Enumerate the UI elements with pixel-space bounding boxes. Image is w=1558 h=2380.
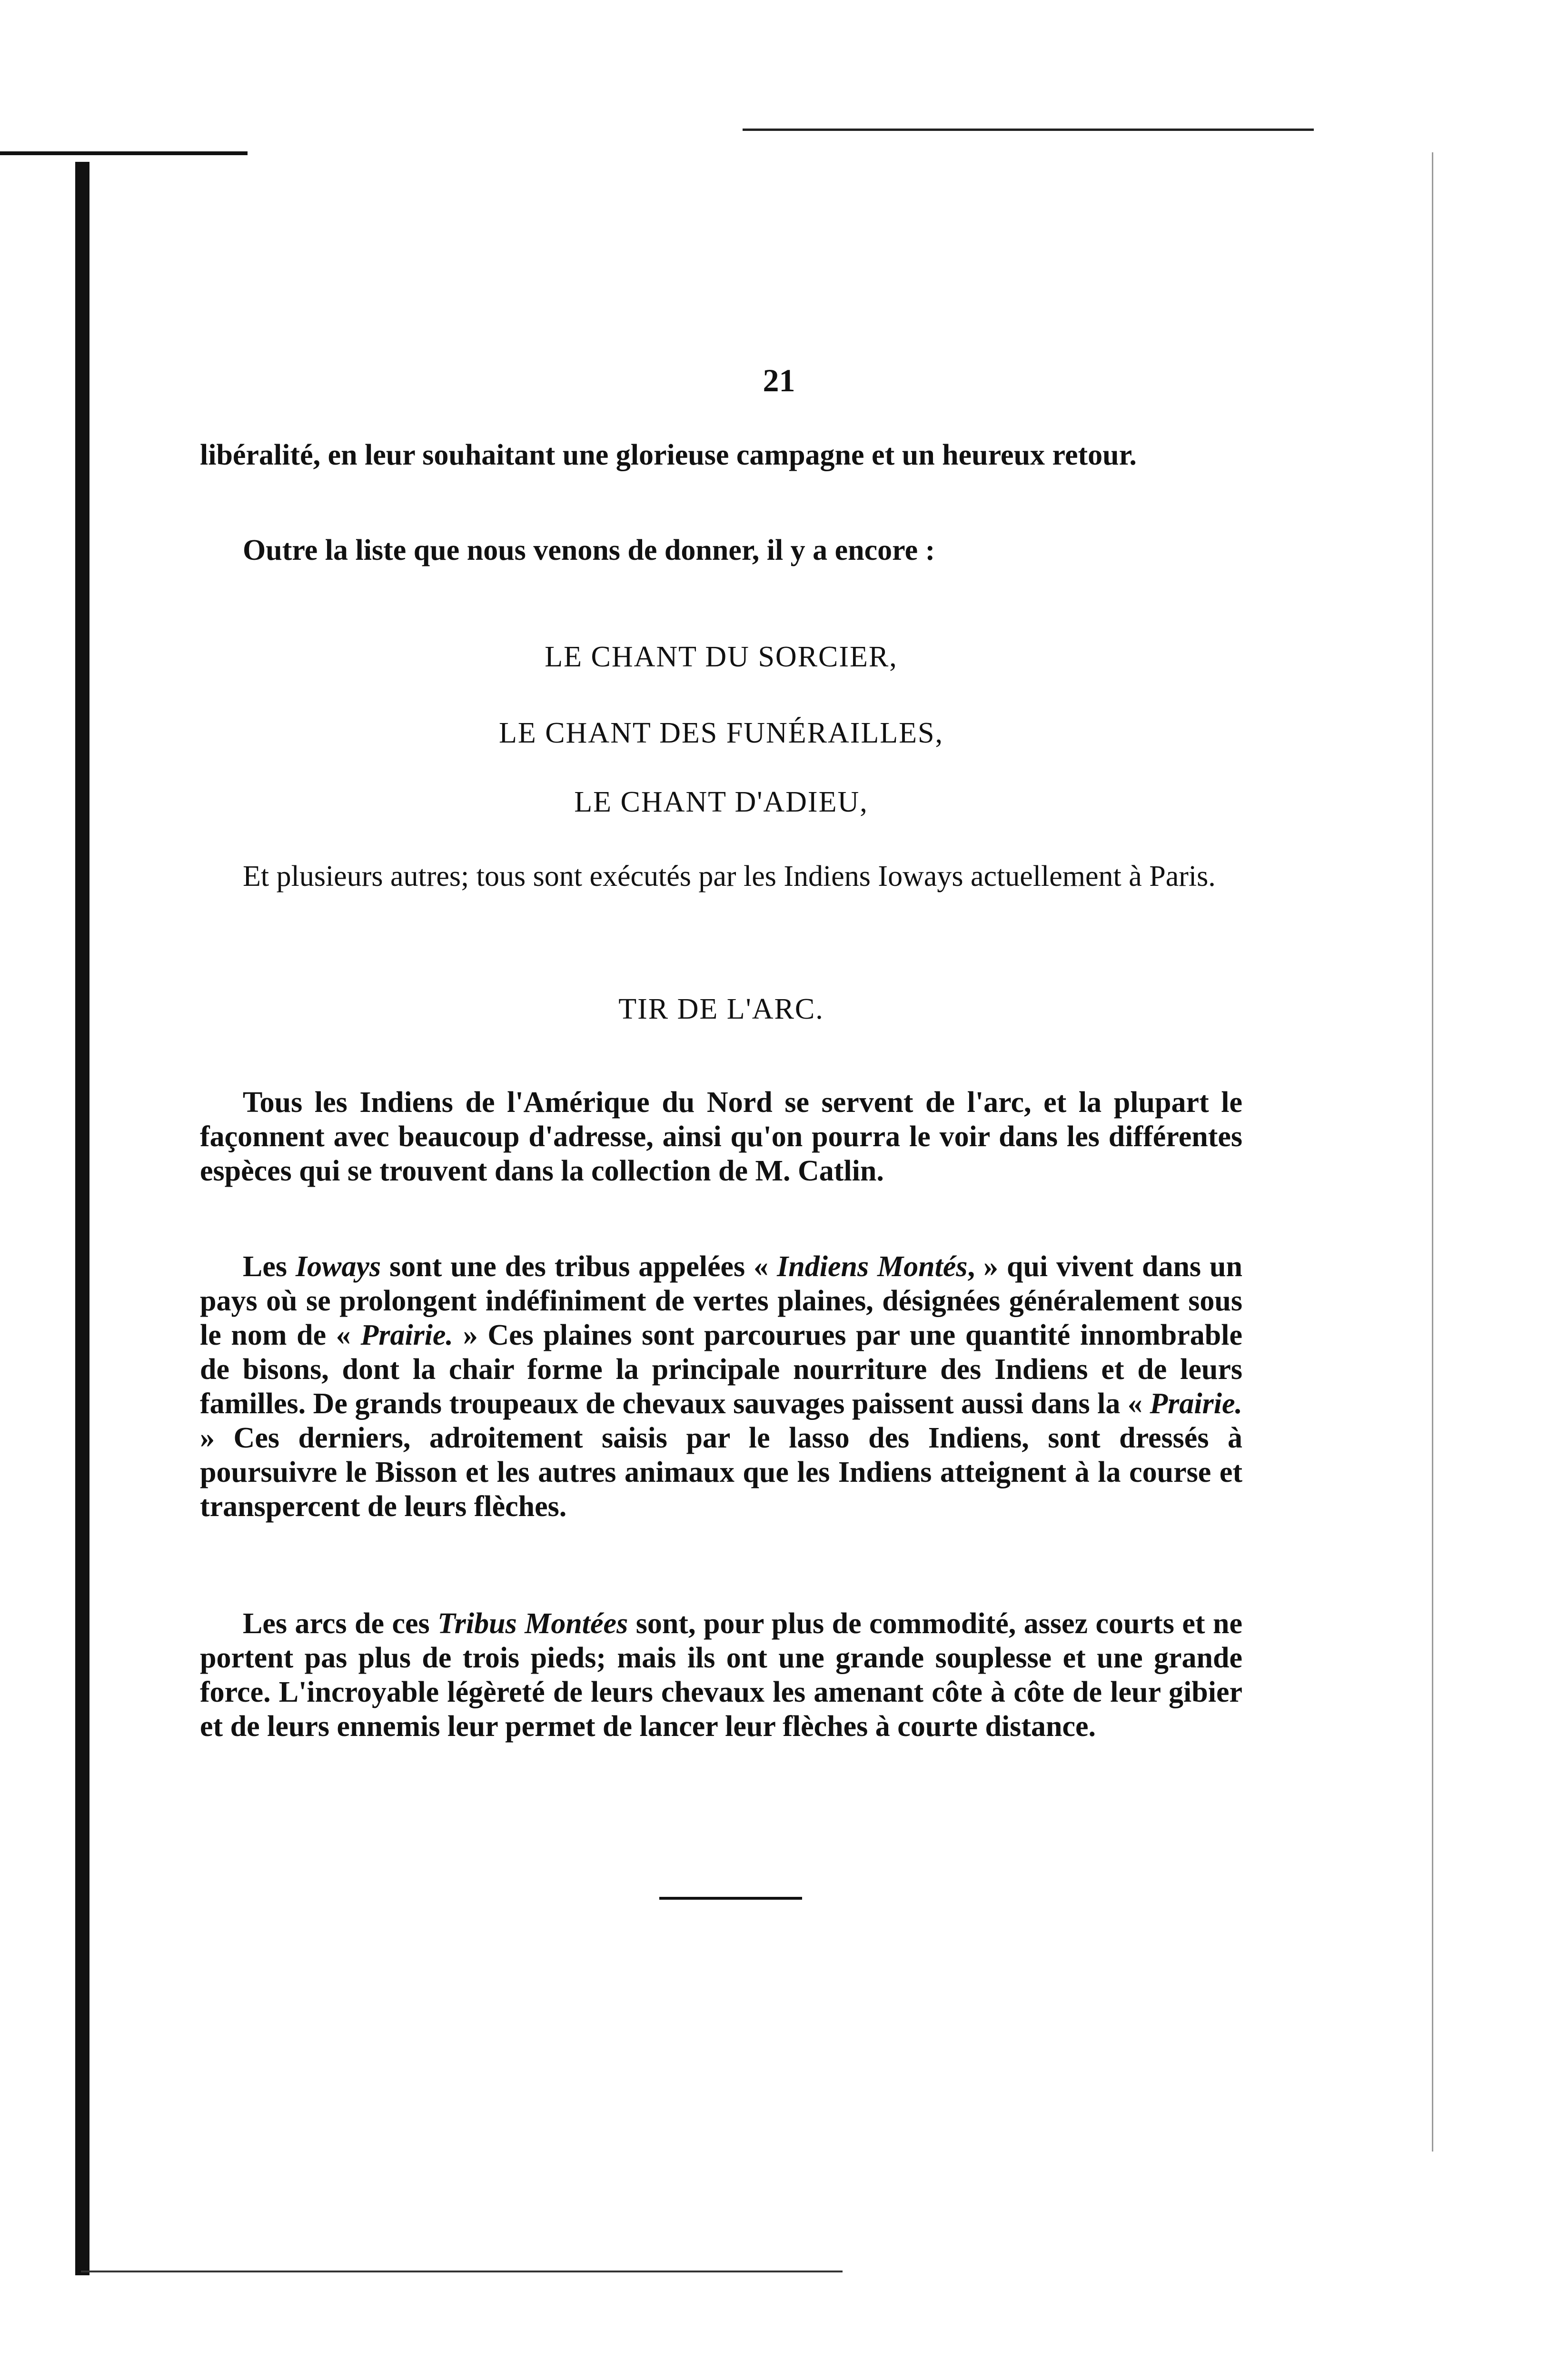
text-run: sont une des tribus appelées « [381, 1250, 777, 1283]
scan-edge-left [75, 162, 89, 2275]
scan-edge-right [1432, 152, 1433, 2152]
text-run: sont, pour plus de commodité, assez courts et ne portent pas plus de trois pieds; mais ils ont une grande souplesse et une grande force. L'incroyable légèreté de leurs chevaux les amenant côte à côte de leur gibier et de leurs ennemis leur permet de lancer leur flèches à courte distance. [200, 1607, 1242, 1743]
scan-edge-bottom [81, 2271, 843, 2272]
italic-ioways: Ioways [295, 1250, 381, 1283]
italic-prairie: Prairie. [360, 1319, 454, 1351]
paragraph-ioways [200, 1250, 1242, 1524]
song-title-adieu: LE CHANT D'ADIEU, [574, 786, 868, 818]
scan-edge-top-right [743, 129, 1314, 131]
page-number: 21 [763, 362, 795, 398]
song-title-sorcier: LE CHANT DU SORCIER, [545, 641, 898, 673]
text-run: » Ces plaines sont parcourues par une quantité innombrable de bisons, dont la chair forme la principale nourriture des Indiens et de leurs familles. De grands troupeaux de chevaux sauvages paissent aussi dans la « [200, 1319, 1243, 1420]
section-title: TIR DE L'ARC. [618, 993, 824, 1025]
text-run: Les [243, 1250, 296, 1283]
song-title-funerailles: LE CHANT DES FUNÉRAILLES, [498, 717, 944, 749]
paragraph-arcs [200, 1606, 1242, 1744]
continuation-paragraph: libéralité, en leur souhaitant une glorieuse campagne et un heureux retour. [200, 439, 1137, 471]
paragraph-tir-arc: Tous les Indiens de l'Amérique du Nord se servent de l'arc, et la plupart le façonnent avec beaucoup d'adresse, ainsi qu'on pourra le voir dans les différentes espèces qui se trouvent dans la collection de M. Catlin. [200, 1086, 1242, 1187]
text-run: , » qui vivent dans un pays où se prolongent indéfiniment de vertes plaines, désignées généralement sous le nom de « [200, 1250, 1242, 1351]
intro-paragraph: Outre la liste que nous venons de donner, il y a encore : [243, 534, 935, 566]
italic-prairie: Prairie. [1150, 1388, 1242, 1420]
text-run: Les arcs de ces [243, 1607, 438, 1640]
songs-note-paragraph: Et plusieurs autres; tous sont exécutés par les Indiens Ioways actuellement à Paris. [243, 860, 1216, 892]
italic-tribus-montees: Tribus Montées [437, 1607, 628, 1640]
scan-edge-top [0, 151, 248, 155]
text-run: » Ces derniers, adroitement saisis par le lasso des Indiens, sont dressés à poursuivre le Bisson et les autres animaux que les Indiens atteignent à la course et transpercent de leurs flèches. [200, 1422, 1242, 1523]
closing-rule [659, 1897, 802, 1900]
italic-indiens-montes: Indiens Montés [777, 1250, 968, 1283]
